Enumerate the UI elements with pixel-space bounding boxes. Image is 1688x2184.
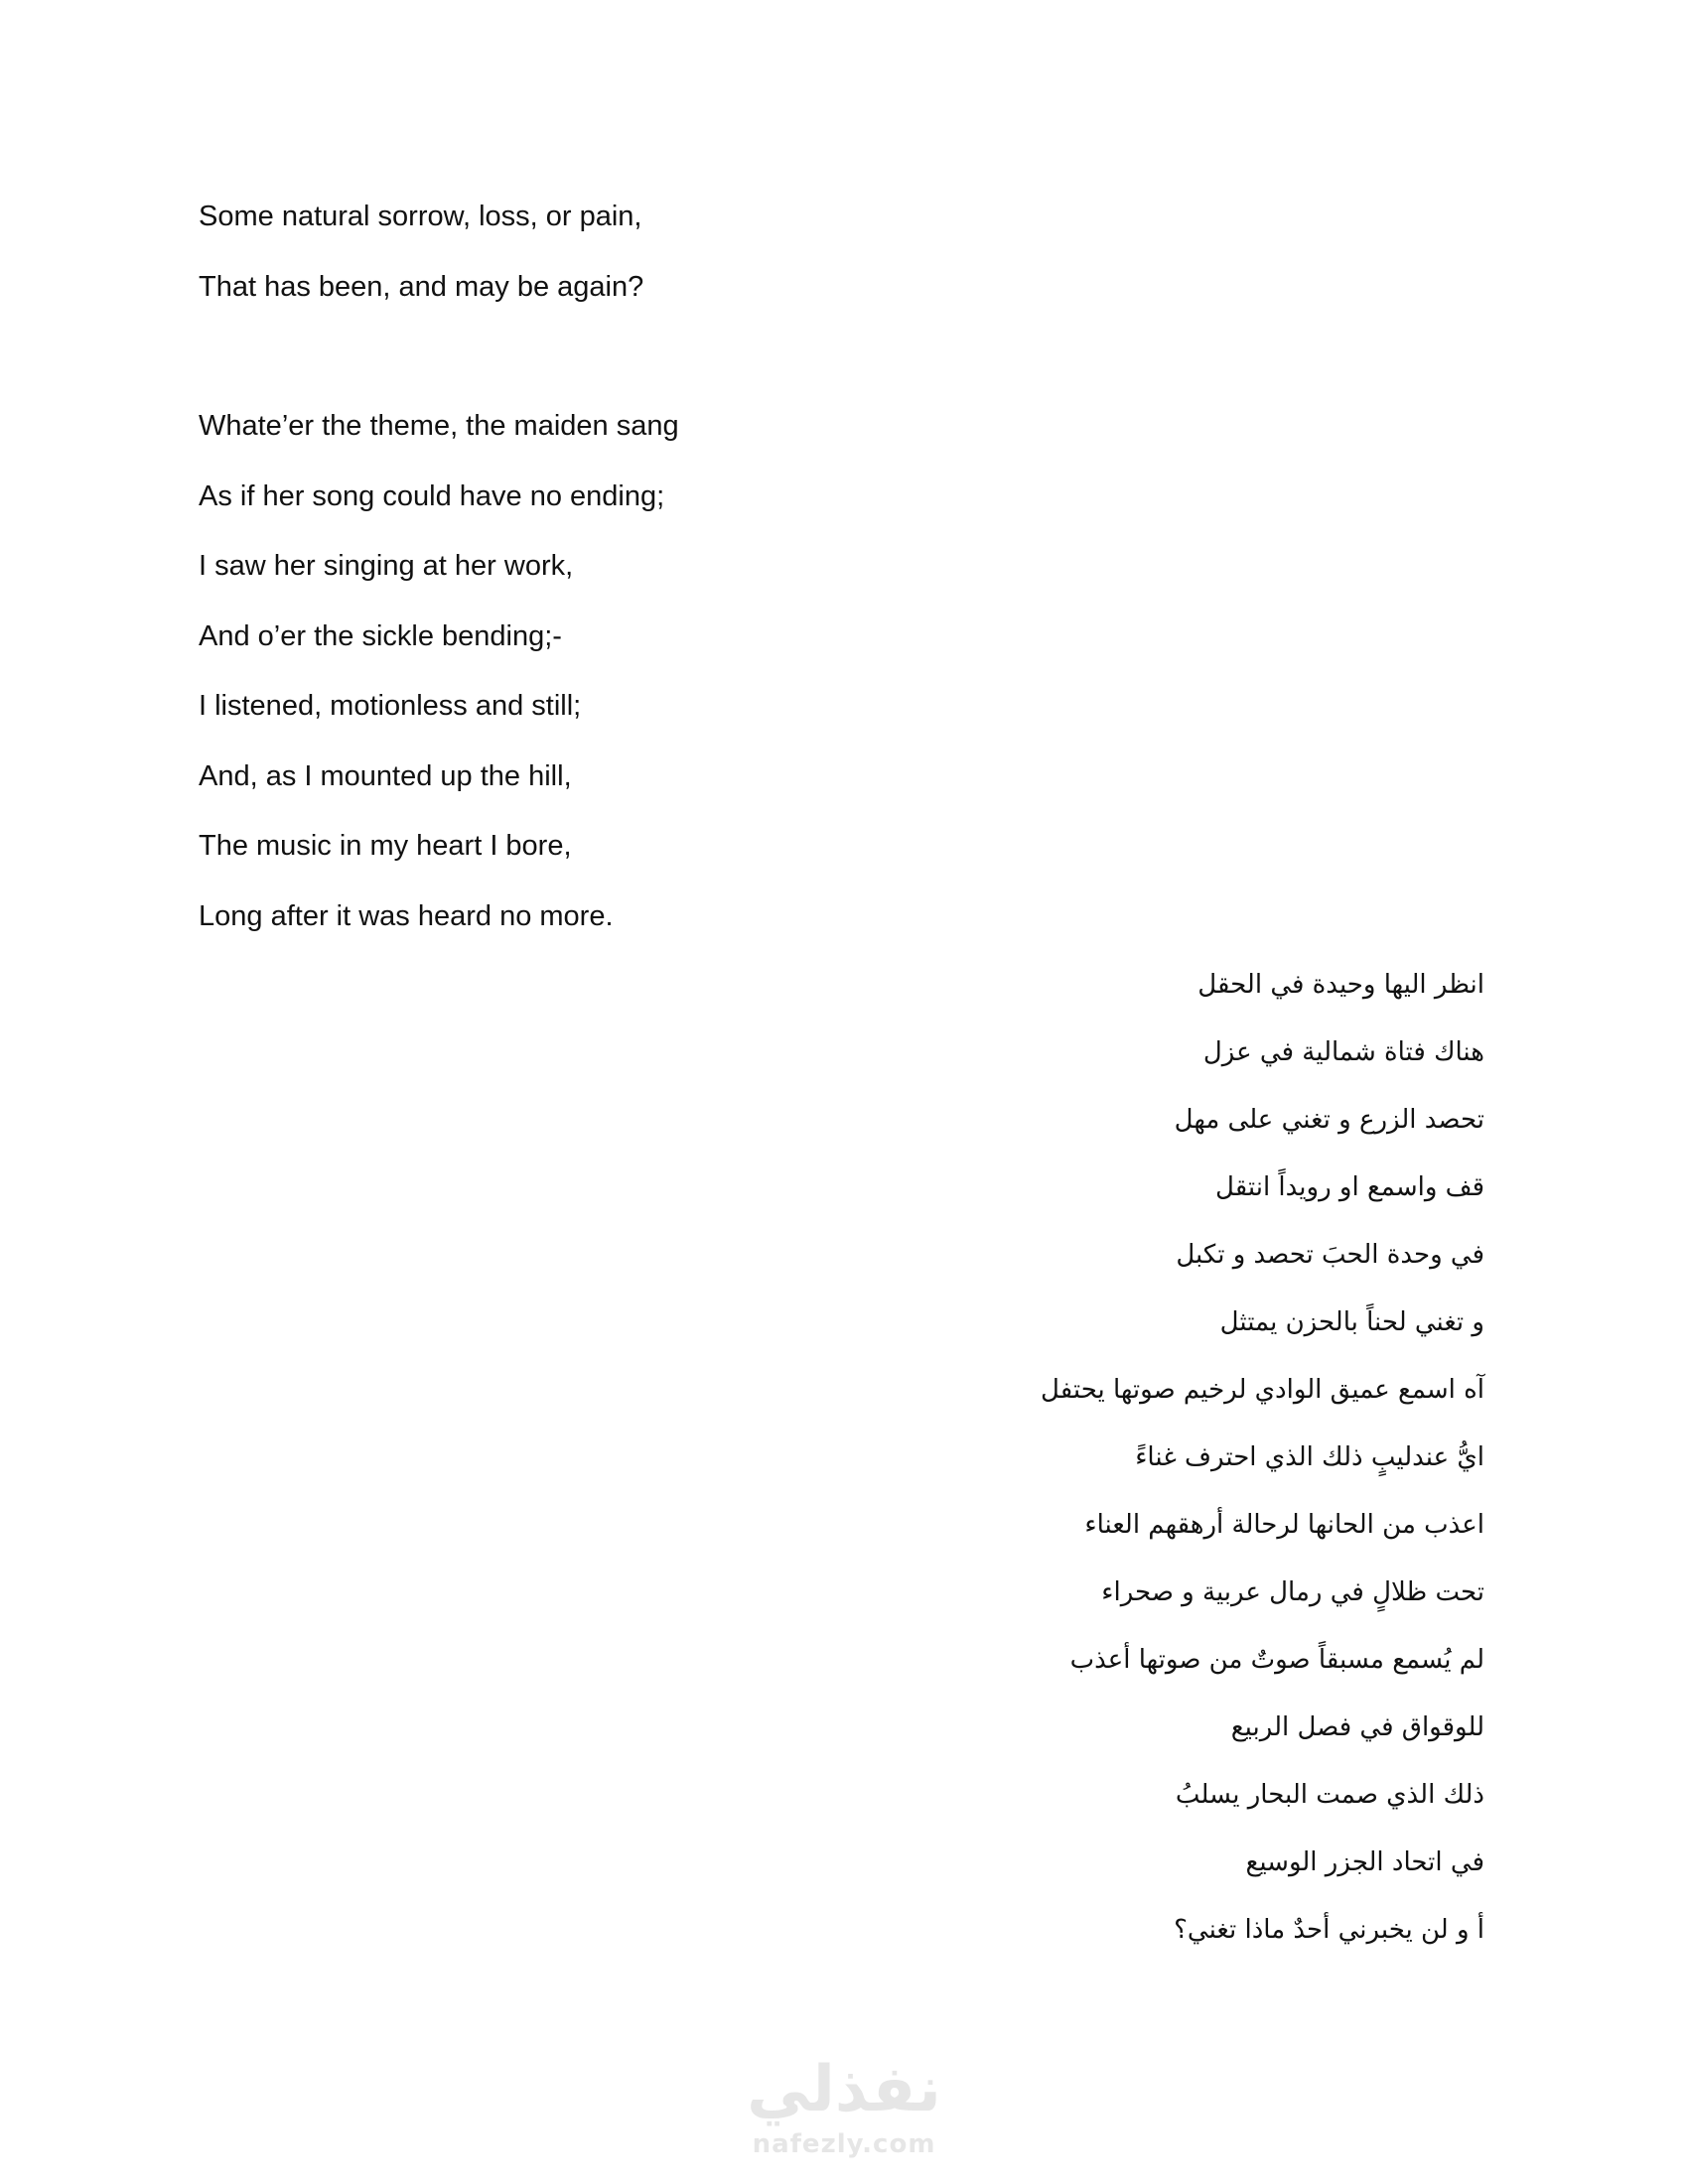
stanza-break: [199, 335, 1092, 404]
poem-line: Whate’er the theme, the maiden sang: [199, 410, 679, 442]
arabic-poem-line: تحصد الزرع و تغني على مهل: [1174, 1105, 1484, 1135]
arabic-poem-line: ذلك الذي صمت البحار يسلبُ: [1175, 1780, 1484, 1810]
watermark-logo: نفذلي: [747, 2053, 941, 2126]
arabic-poem-line: انظر اليها وحيدة في الحقل: [1197, 970, 1484, 1000]
arabic-poem-line: لم يُسمع مسبقاً صوتٌ من صوتها أعذب: [1069, 1645, 1484, 1675]
arabic-poem-line: هناك فتاة شمالية في عزل: [1202, 1037, 1484, 1067]
poem-line: That has been, and may be again?: [199, 270, 644, 303]
arabic-poem-line: آه اسمع عميق الوادي لرخيم صوتها يحتفل: [1041, 1375, 1484, 1405]
english-poem: [199, 195, 1092, 964]
arabic-poem-line: اعذب من الحانها لرحالة أرهقهم العناء: [1084, 1510, 1484, 1540]
arabic-poem-line: في وحدة الحبَ تحصد و تكبل: [1176, 1240, 1484, 1270]
poem-line: Long after it was heard no more.: [199, 899, 614, 932]
poem-line: I saw her singing at her work,: [199, 550, 574, 582]
arabic-poem-line: أ و لن يخبرني أحدٌ ماذا تغني؟: [1174, 1915, 1484, 1945]
watermark-url: nafezly.com: [752, 2129, 936, 2159]
poem-line: And o’er the sickle bending;-: [199, 619, 562, 652]
arabic-poem-line: تحت ظلالٍ في رمال عربية و صحراء: [1101, 1577, 1484, 1607]
arabic-poem-line: و تغني لحناً بالحزن يمتثل: [1219, 1307, 1484, 1337]
watermark: [695, 2050, 993, 2159]
poem-line: As if her song could have no ending;: [199, 479, 665, 512]
arabic-poem-line: قف واسمع او رويداً انتقل: [1215, 1172, 1484, 1202]
poem-line: The music in my heart I bore,: [199, 830, 572, 862]
poem-line: And, as I mounted up the hill,: [199, 759, 572, 792]
arabic-poem-line: ايُّ عندليبٍ ذلك الذي احترف غناءً: [1135, 1442, 1484, 1472]
arabic-poem-line: في اتحاد الجزر الوسيع: [1245, 1847, 1484, 1877]
arabic-poem: [894, 963, 1484, 1976]
arabic-poem-line: للوقواق في فصل الربيع: [1230, 1712, 1484, 1742]
poem-line: I listened, motionless and still;: [199, 690, 582, 722]
poem-line: Some natural sorrow, loss, or pain,: [199, 201, 642, 232]
